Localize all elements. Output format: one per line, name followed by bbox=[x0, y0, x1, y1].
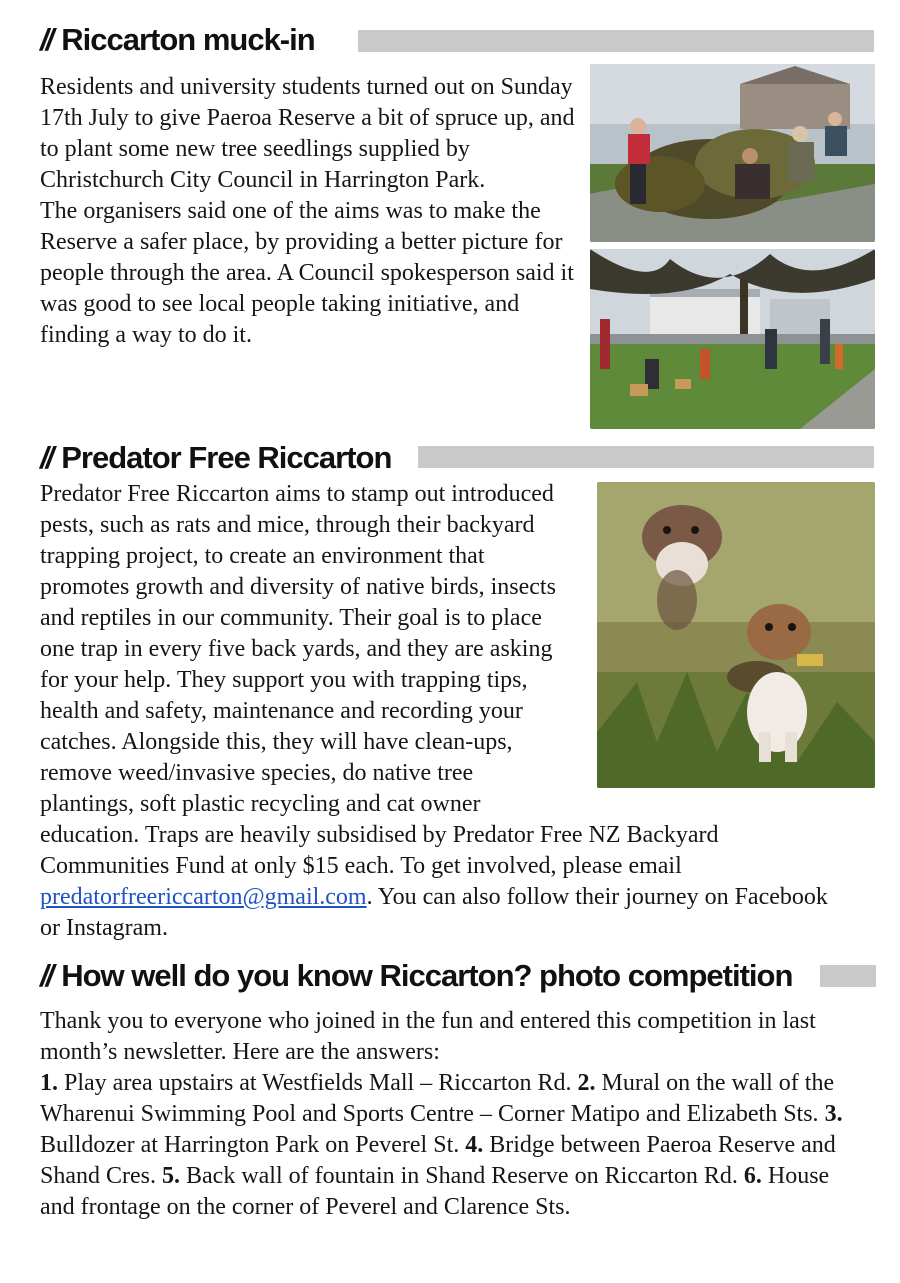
heading-marker: // bbox=[40, 22, 52, 57]
heading-marker: // bbox=[40, 958, 52, 993]
muck-in-article bbox=[40, 72, 580, 351]
predator-free-text-end: . You can also follow their journey on Facebook or Instagram. bbox=[40, 884, 828, 941]
answer-number: 6. bbox=[743, 1163, 762, 1189]
photo-wrap-spacer bbox=[560, 479, 850, 801]
heading-marker: // bbox=[40, 440, 52, 475]
heading-title: Riccarton muck-in bbox=[61, 22, 315, 57]
section-heading-predator-free bbox=[40, 440, 391, 476]
predator-free-text: Predator Free Riccarton aims to stamp out introduced pests, such as rats and mice, through their backyard trapping project, to create an environment that promotes growth and diversity of native birds, insects and reptiles in our community. Their goal is to place one trap in every five back yards, and they are asking for your help. They support you with trapping tips, health and safety, maintenance and recording your catches. Alongside this, they will have clean-ups, remove weed/invasive species, do native tree plantings, soft plastic recycling and cat owner education. Traps are heavily subsidised by Predator Free NZ Backyard Communities Fund at only $15 each. To get involved, please email bbox=[40, 481, 719, 879]
photo-competition-article bbox=[40, 1006, 855, 1223]
answer-text: House and frontage on the corner of Peverel and Clarence Sts. bbox=[40, 1163, 830, 1220]
muck-in-paragraph-1: Residents and university students turned out on Sunday 17th July to give Paeroa Reserve a bit of spruce up, and to plant some new tree seedlings supplied by Christchurch City Council in Harrington Park. bbox=[40, 74, 575, 193]
section-heading-photo-competition bbox=[40, 958, 792, 994]
answer-number: 5. bbox=[162, 1163, 180, 1189]
heading-rule bbox=[358, 30, 874, 52]
answer-number: 1. bbox=[40, 1070, 58, 1096]
answer-text: Back wall of fountain in Shand Reserve on Riccarton Rd. bbox=[180, 1163, 744, 1189]
predator-free-paragraph bbox=[40, 479, 850, 944]
heading-rule bbox=[820, 965, 876, 987]
heading-title: Predator Free Riccarton bbox=[61, 440, 392, 475]
section-heading-muck-in bbox=[40, 22, 315, 58]
answer-number: 4. bbox=[465, 1132, 484, 1158]
answer-text: Mural on the wall of the Wharenui Swimming Pool and Sports Centre – Corner Matipo and Elizabeth Sts. bbox=[40, 1070, 835, 1127]
competition-answers bbox=[40, 1068, 855, 1223]
answer-text: Play area upstairs at Westfields Mall – Riccarton Rd. bbox=[58, 1070, 578, 1096]
answer-text: Bridge between Paeroa Reserve and Shand Cres. bbox=[40, 1132, 836, 1189]
answer-number: 3. bbox=[824, 1101, 843, 1127]
muck-in-paragraph-2: The organisers said one of the aims was to make the Reserve a safer place, by providing a better picture for people through the area. A Council spokesperson said it was good to see local people taking initiative, and finding a way to do it. bbox=[40, 198, 574, 348]
predator-free-article bbox=[40, 479, 850, 944]
heading-rule bbox=[418, 446, 874, 468]
tree-planting-park-photo bbox=[590, 249, 875, 429]
competition-intro: Thank you to everyone who joined in the fun and entered this competition in last month’s newsletter. Here are the answers: bbox=[40, 1008, 816, 1065]
email-link[interactable]: predatorfreericcarton@gmail.com bbox=[40, 884, 367, 910]
answer-number: 2. bbox=[577, 1070, 596, 1096]
answer-text: Bulldozer at Harrington Park on Peverel St. bbox=[40, 1132, 466, 1158]
volunteers-clearing-branches-photo bbox=[590, 64, 875, 242]
heading-title: How well do you know Riccarton? photo competition bbox=[61, 958, 793, 993]
